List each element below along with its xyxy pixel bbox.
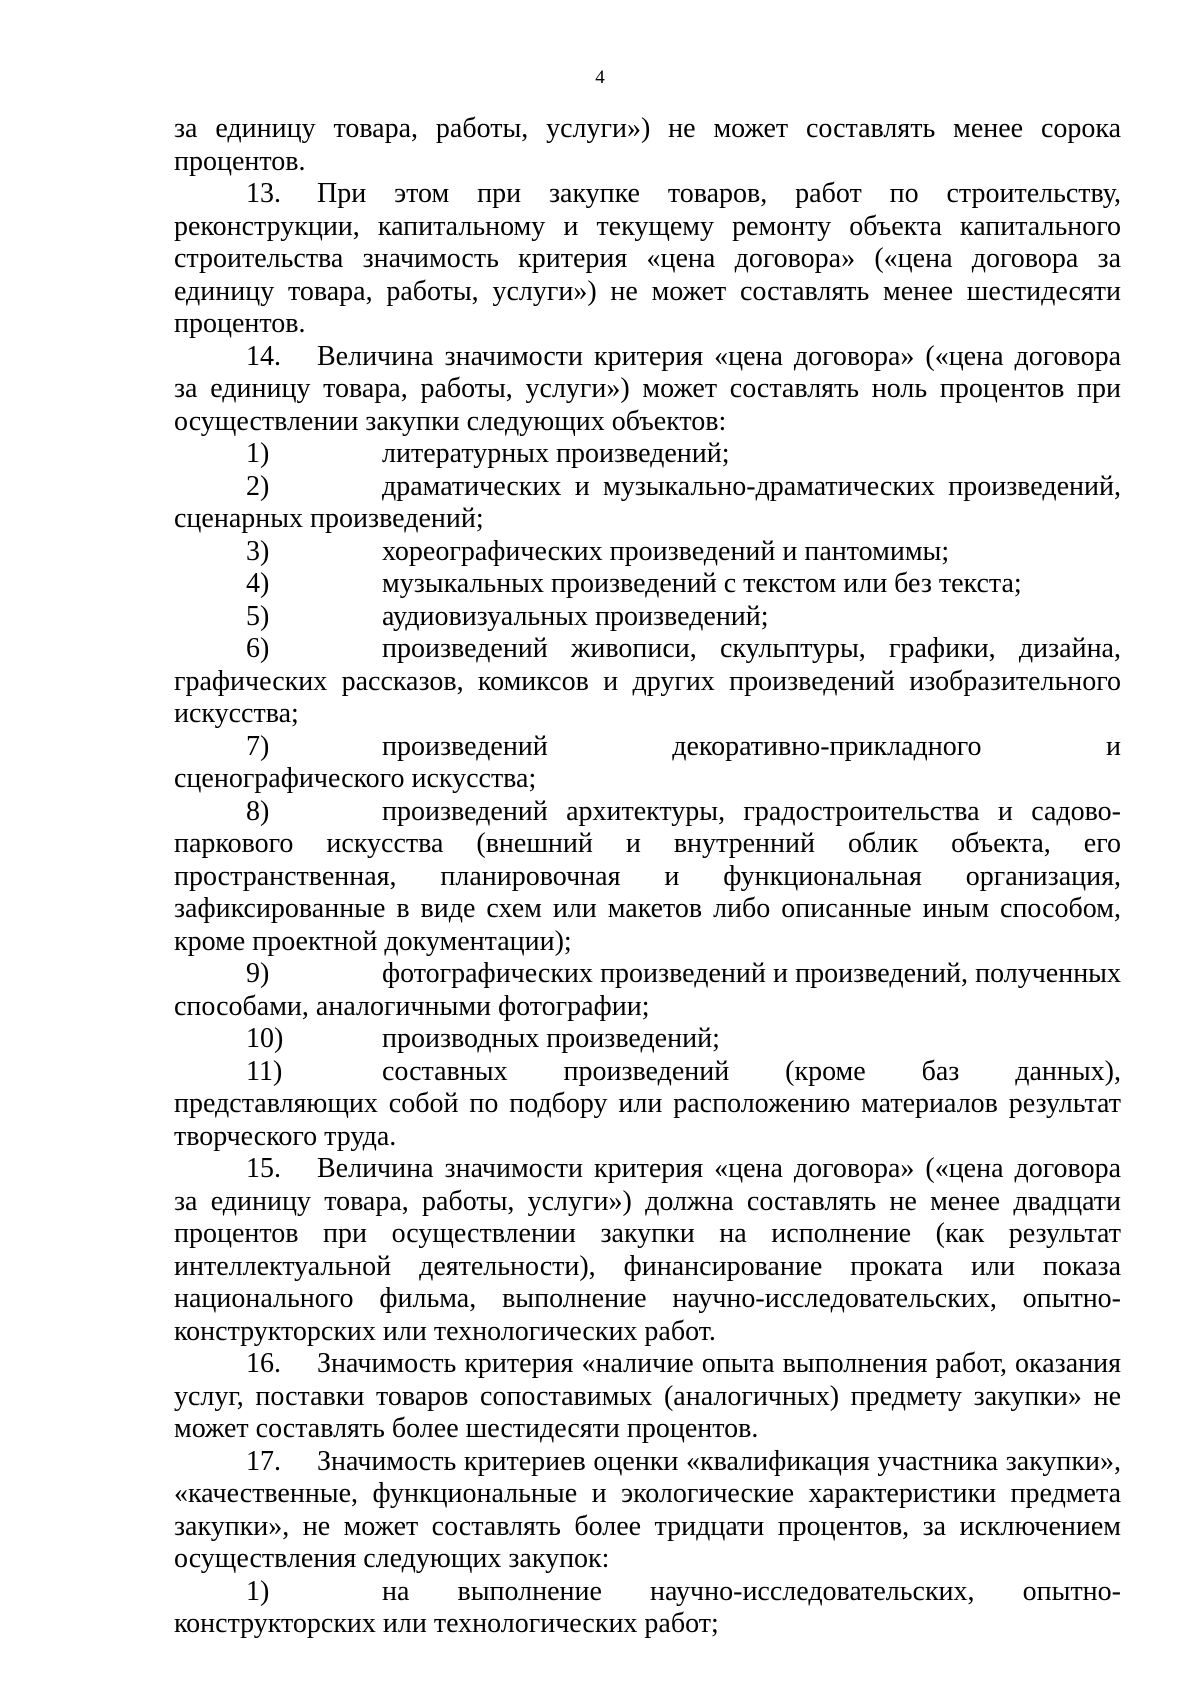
list-item-number: 11) xyxy=(246,1055,283,1087)
list-item-number: 1) xyxy=(246,438,270,469)
paragraph-number: 14. xyxy=(246,340,281,372)
list-item-text: фотографических произведений и произведений, полученных способами, аналогичными фотографии; xyxy=(174,958,1121,1022)
list-item-2 xyxy=(174,471,1121,536)
paragraph-16 xyxy=(174,1348,1121,1446)
paragraph-17 xyxy=(174,1446,1121,1576)
list-item-text: аудиовизуальных произведений; xyxy=(382,600,769,632)
list-item-text: произведений живописи, скульптуры, графики, дизайна, графических рассказов, комиксов и других произведений изобразительного искусства; xyxy=(174,633,1121,729)
list-item-number: 10) xyxy=(246,1023,284,1054)
paragraph-number: 13. xyxy=(246,178,281,209)
list-item-number: 5) xyxy=(246,600,270,632)
list-item-text: произведений архитектуры, градостроительства и садово-паркового искусства (внешний и внутренний облик объекта, его пространственная, планировочная и функциональная организация, зафиксированные в виде схем или макетов либо описанные иным способом, кроме проектной документации); xyxy=(174,795,1121,957)
list-item-4 xyxy=(174,568,1121,601)
list-item-6 xyxy=(174,633,1121,731)
list-item-9 xyxy=(174,958,1121,1023)
paragraph-text: Значимость критерия «наличие опыта выполнения работ, оказания услуг, поставки товаров сопоставимых (аналогичных) предмету закупки» не может составлять более шестидесяти процентов. xyxy=(174,1348,1121,1444)
paragraph-text: Значимость критериев оценки «квалификация участника закупки», «качественные, функциональные и экологические характеристики предмета закупки», не может составлять более тридцати процентов, за исключением осуществления следующих закупок: xyxy=(174,1445,1121,1574)
list-item-number: 3) xyxy=(246,535,270,567)
paragraph-12-continuation: за единицу товара, работы, услуги») не может составлять менее сорока процентов. xyxy=(174,113,1121,177)
paragraph-text: Величина значимости критерия «цена договора» («цена договора за единицу товара, работы, услуги») должна составлять не менее двадцати процентов при осуществлении закупки на исполнение (как результат интеллектуальной деятельности), финансирование проката или показа национального фильма, выполнение научно-исследовательских, опытно-конструкторских или технологических работ. xyxy=(174,1153,1121,1347)
list-item-5 xyxy=(174,601,1121,634)
list-item-10 xyxy=(174,1023,1121,1056)
paragraph-number: 16. xyxy=(246,1348,281,1379)
paragraph-14 xyxy=(174,341,1121,439)
list-item-text: музыкальных произведений с текстом или без текста; xyxy=(382,568,1022,599)
document-body xyxy=(174,113,1121,1641)
list-item-number: 6) xyxy=(246,633,270,664)
list-item-8 xyxy=(174,796,1121,959)
list-item-number: 9) xyxy=(246,958,270,989)
list-item-text: хореографических произведений и пантомимы; xyxy=(382,535,950,567)
list-item-text: литературных произведений; xyxy=(382,438,730,469)
list-item-number: 2) xyxy=(246,470,270,502)
paragraph-number: 15. xyxy=(246,1153,281,1184)
list-item-number: 1) xyxy=(246,1575,270,1607)
list-item-text: составных произведений (кроме баз данных), представляющих собой по подбору или расположению материалов результат творческого труда. xyxy=(174,1055,1121,1152)
list-item-17-1 xyxy=(174,1576,1121,1641)
paragraph-13 xyxy=(174,178,1121,341)
page-number: 4 xyxy=(595,67,605,88)
list-item-number: 7) xyxy=(246,730,270,762)
list-item-text: произведений декоративно-прикладного и сценографического искусства; xyxy=(174,730,1121,794)
paragraph-number: 17. xyxy=(246,1445,281,1477)
list-item-1 xyxy=(174,438,1121,471)
list-item-text: драматических и музыкально-драматических произведений, сценарных произведений; xyxy=(174,470,1121,534)
list-item-7 xyxy=(174,731,1121,796)
list-item-3 xyxy=(174,536,1121,569)
paragraph-text: При этом при закупке товаров, работ по строительству, реконструкции, капитальному и текущему ремонту объекта капитального строительства значимость критерия «цена договора» («цена договора за единицу товара, работы, услуги») не может составлять менее шестидесяти процентов. xyxy=(174,178,1121,339)
list-item-text: производных произведений; xyxy=(382,1023,720,1054)
list-item-11 xyxy=(174,1056,1121,1154)
list-item-text: на выполнение научно-исследовательских, опытно-конструкторских или технологических работ; xyxy=(174,1575,1121,1639)
list-item-number: 8) xyxy=(246,795,270,827)
paragraph-text: Величина значимости критерия «цена договора» («цена договора за единицу товара, работы, услуги») может составлять ноль процентов при осуществлении закупки следующих объектов: xyxy=(174,340,1121,437)
list-item-number: 4) xyxy=(246,568,270,599)
paragraph-15 xyxy=(174,1153,1121,1348)
